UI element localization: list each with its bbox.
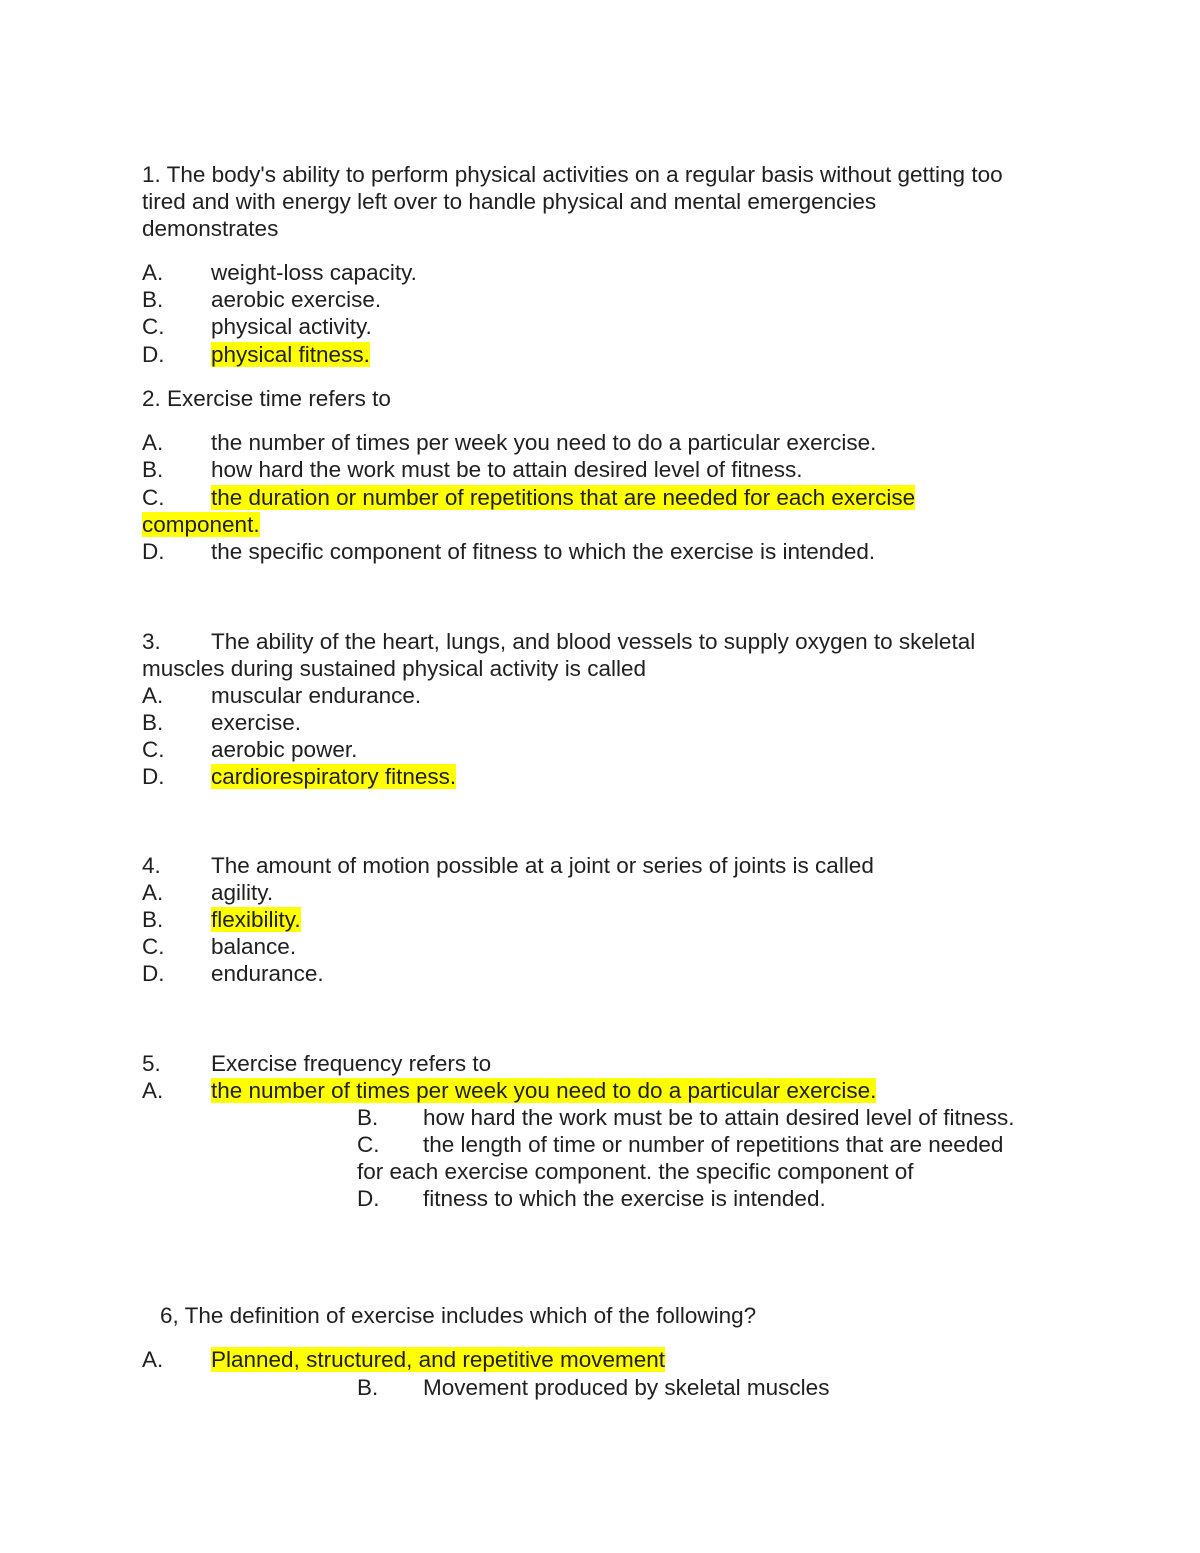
option-text: how hard the work must be to attain desired level of fitness. [423,1105,1015,1130]
answer-option-text [211,1346,665,1373]
question-2-number: 2. [142,386,161,411]
question-2-stem-line-1: 2. Exercise time refers to [142,386,391,411]
option-text: physical activity. [211,314,372,339]
question-4-stem-line-1: The amount of motion possible at a joint or series of joints is called [211,853,874,878]
option-text: agility. [211,880,274,905]
option-letter: D. [142,961,165,986]
option-text: weight-loss capacity. [211,260,417,285]
answer-highlight: the duration or number of repetitions that are needed for each exercise [211,485,916,510]
option-letter: C. [357,1132,380,1157]
question-3-number: 3. [142,629,161,654]
question-1-stem-line-1: 1. The body's ability to perform physical activities on a regular basis without getting too [142,162,1003,187]
option-text: how hard the work must be to attain desired level of fitness. [211,457,803,482]
option-letter: C. [142,314,165,339]
question-5-stem-line-1: Exercise frequency refers to [211,1051,492,1076]
question-6-stem-line-1: 6, The definition of exercise includes which of the following? [160,1303,757,1328]
question-1-number: 1. [142,162,161,187]
answer-option-text [211,341,370,368]
option-letter: B. [142,710,164,735]
option-letter: D. [142,342,165,367]
question-3-stem-line-2: muscles during sustained physical activity is called [142,656,646,681]
option-text: balance. [211,934,297,959]
answer-highlight: physical fitness. [211,342,370,367]
option-letter: D. [357,1186,380,1211]
answer-option-text [211,763,456,790]
answer-highlight: the number of times per week you need to do a particular exercise. [211,1078,877,1103]
option-text: the specific component of fitness to which the exercise is intended. [211,539,876,564]
option-letter: A. [142,260,164,285]
answer-highlight: component. [142,512,260,537]
question-1-stem-line-3: demonstrates [142,216,279,241]
option-letter: A. [142,430,164,455]
question-1-stem-line-2: tired and with energy left over to handle physical and mental emergencies [142,189,877,214]
option-letter: C. [142,737,165,762]
option-text: aerobic power. [211,737,358,762]
option-letter: B. [357,1375,379,1400]
option-text: the length of time or number of repetitions that are needed [423,1132,1004,1157]
option-continuation: for each exercise component. the specific component of [357,1159,914,1184]
answer-option-text [211,1077,876,1104]
option-letter: A. [142,1078,164,1103]
option-text: endurance. [211,961,324,986]
answer-highlight: flexibility. [211,907,301,932]
option-text: exercise. [211,710,302,735]
option-text: the number of times per week you need to do a particular exercise. [211,430,877,455]
answer-option-text [211,484,915,511]
option-text: Movement produced by skeletal muscles [423,1375,830,1400]
option-letter: A. [142,1347,164,1372]
answer-highlight: Planned, structured, and repetitive movement [211,1347,665,1372]
option-text: muscular endurance. [211,683,422,708]
answer-highlight: cardiorespiratory fitness. [211,764,457,789]
option-letter: B. [357,1105,379,1130]
option-letter: C. [142,934,165,959]
option-letter: D. [142,764,165,789]
option-letter: A. [142,880,164,905]
option-text: fitness to which the exercise is intended. [423,1186,826,1211]
answer-option-continuation [142,511,260,538]
question-3-stem-line-1: The ability of the heart, lungs, and blood vessels to supply oxygen to skeletal [211,629,976,654]
answer-option-text [211,906,301,933]
option-letter: B. [142,907,164,932]
option-text: aerobic exercise. [211,287,382,312]
question-5-number: 5. [142,1051,161,1076]
option-letter: D. [142,539,165,564]
option-letter: B. [142,287,164,312]
option-letter: B. [142,457,164,482]
option-letter: C. [142,485,165,510]
option-letter: A. [142,683,164,708]
question-4-number: 4. [142,853,161,878]
question-6-number: 6, [160,1303,179,1328]
